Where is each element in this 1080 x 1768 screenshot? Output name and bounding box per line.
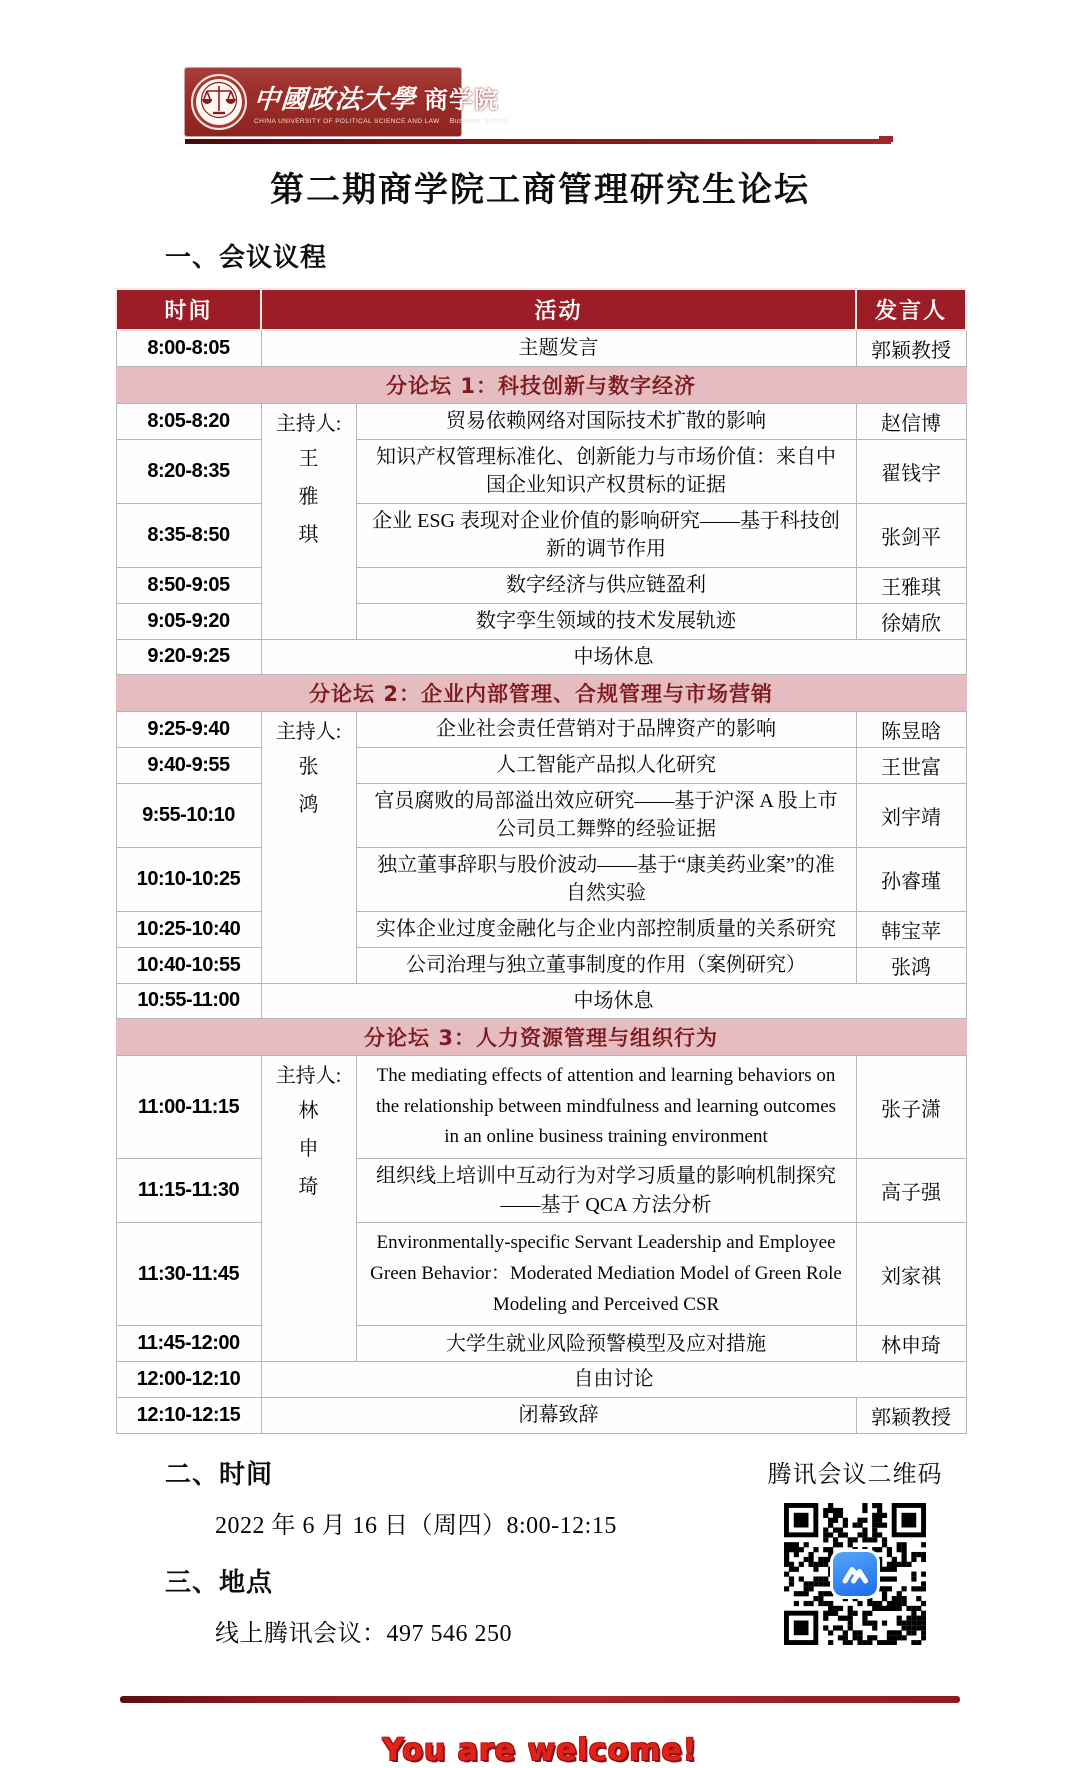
speaker-cell: 翟钱宇 xyxy=(856,440,966,504)
time-cell: 9:20-9:25 xyxy=(116,639,261,674)
time-cell: 12:00-12:10 xyxy=(116,1362,261,1397)
qr-code-label: 腾讯会议二维码 xyxy=(767,1461,943,1488)
speaker-cell: 张子潇 xyxy=(856,1055,966,1158)
speaker-cell: 刘家祺 xyxy=(856,1222,966,1325)
activity-cell: 知识产权管理标准化、创新能力与市场价值：来自中国企业知识产权贯标的证据 xyxy=(356,440,856,504)
time-value: 2022 年 6 月 16 日（周四）8:00-12:15 xyxy=(215,1512,617,1539)
header-divider-rule xyxy=(185,139,891,144)
details-area xyxy=(0,1454,1080,1670)
activity-cell: The mediating effects of attention and learning behaviors on the relationship between mindfulness and learning outcomes in an online business training environment xyxy=(356,1055,856,1158)
time-cell: 8:05-8:20 xyxy=(116,404,261,440)
time-cell: 8:35-8:50 xyxy=(116,503,261,567)
activity-cell: 企业 ESG 表现对企业价值的影响研究——基于科技创新的调节作用 xyxy=(356,503,856,567)
agenda-row xyxy=(116,947,966,983)
speaker-cell: 郭颖教授 xyxy=(856,330,966,367)
agenda-heading: 一、会议议程 xyxy=(165,243,328,273)
location-value: 线上腾讯会议：497 546 250 xyxy=(215,1620,512,1647)
welcome-message: You are welcome! xyxy=(382,1732,698,1768)
host-name-char: 琪 xyxy=(298,524,319,546)
time-cell: 8:20-8:35 xyxy=(116,440,261,504)
time-cell: 9:25-9:40 xyxy=(116,711,261,747)
agenda-row xyxy=(116,603,966,639)
column-header-speaker: 发言人 xyxy=(856,289,966,330)
agenda-row xyxy=(116,404,966,440)
activity-cell: 组织线上培训中互动行为对学习质量的影响机制探究——基于 QCA 方法分析 xyxy=(356,1159,856,1223)
activity-cell: 自由讨论 xyxy=(261,1362,966,1397)
activity-cell: 数字孪生领域的技术发展轨迹 xyxy=(356,603,856,639)
tencent-meeting-qr-code xyxy=(784,1503,926,1645)
footer-divider-rule xyxy=(120,1696,960,1703)
agenda-row xyxy=(116,330,966,367)
activity-cell: 实体企业过度金融化与企业内部控制质量的关系研究 xyxy=(356,911,856,947)
speaker-cell: 王雅琪 xyxy=(856,567,966,603)
time-cell: 9:05-9:20 xyxy=(116,603,261,639)
speaker-cell: 赵信博 xyxy=(856,404,966,440)
time-cell: 10:40-10:55 xyxy=(116,947,261,983)
speaker-cell: 陈昱晗 xyxy=(856,711,966,747)
details-left-column xyxy=(165,1454,695,1670)
time-cell: 10:10-10:25 xyxy=(116,847,261,911)
agenda-row xyxy=(116,783,966,847)
time-cell: 11:45-12:00 xyxy=(116,1326,261,1362)
host-label: 主持人: xyxy=(275,413,342,435)
speaker-cell: 林申琦 xyxy=(856,1326,966,1362)
session-section-label: 分论坛 2：企业内部管理、合规管理与市场营销 xyxy=(116,674,966,711)
agenda-row xyxy=(116,847,966,911)
speaker-cell: 张鸿 xyxy=(856,947,966,983)
activity-cell: 大学生就业风险预警模型及应对措施 xyxy=(356,1326,856,1362)
time-cell: 12:10-12:15 xyxy=(116,1397,261,1433)
column-header-activity: 活动 xyxy=(261,289,856,330)
speaker-cell: 徐婧欣 xyxy=(856,603,966,639)
host-name-char: 王 xyxy=(298,448,319,470)
agenda-row xyxy=(116,747,966,783)
agenda-table-body xyxy=(116,330,966,1433)
agenda-row xyxy=(116,1397,966,1433)
agenda-row xyxy=(116,567,966,603)
speaker-cell: 高子强 xyxy=(856,1159,966,1223)
agenda-table xyxy=(115,288,967,1434)
time-heading: 二、时间 xyxy=(165,1459,274,1490)
host-name-char: 申 xyxy=(298,1137,319,1160)
page-title: 第二期商学院工商管理研究生论坛 xyxy=(270,172,810,209)
university-name-en: CHINA UNIVERSITY OF POLITICAL SCIENCE AND LAW xyxy=(254,118,440,125)
agenda-row xyxy=(116,983,966,1018)
activity-cell: 中场休息 xyxy=(261,639,966,674)
time-cell: 11:15-11:30 xyxy=(116,1159,261,1223)
time-cell: 10:25-10:40 xyxy=(116,911,261,947)
session-section-row xyxy=(116,1018,966,1055)
activity-cell: 主题发言 xyxy=(261,330,856,367)
agenda-row xyxy=(116,1222,966,1325)
speaker-cell: 王世富 xyxy=(856,747,966,783)
host-name-char: 张 xyxy=(298,755,319,778)
activity-cell: 中场休息 xyxy=(261,983,966,1018)
activity-cell: 人工智能产品拟人化研究 xyxy=(356,747,856,783)
session-section-row xyxy=(116,367,966,404)
host-name-char: 鸿 xyxy=(298,793,319,816)
agenda-table-header-row xyxy=(116,289,966,330)
agenda-row xyxy=(116,1055,966,1158)
speaker-cell: 韩宝苹 xyxy=(856,911,966,947)
session-host-cell xyxy=(261,1055,356,1361)
speaker-cell: 孙睿瑾 xyxy=(856,847,966,911)
university-logo-banner xyxy=(185,68,508,136)
session-section-row xyxy=(116,674,966,711)
host-name-char: 林 xyxy=(298,1099,319,1122)
header-area xyxy=(185,0,891,144)
agenda-row xyxy=(116,1159,966,1223)
speaker-cell: 张剑平 xyxy=(856,503,966,567)
location-heading: 三、地点 xyxy=(165,1567,274,1598)
speaker-cell: 刘宇靖 xyxy=(856,783,966,847)
activity-cell: 闭幕致辞 xyxy=(261,1397,856,1433)
host-name-char: 琦 xyxy=(298,1175,319,1198)
scales-of-justice-icon xyxy=(199,80,239,125)
activity-cell: 数字经济与供应链盈利 xyxy=(356,567,856,603)
agenda-row xyxy=(116,711,966,747)
host-label: 主持人: xyxy=(275,1064,342,1087)
host-label: 主持人: xyxy=(275,720,342,743)
activity-cell: Environmentally-specific Servant Leadership and Employee Green Behavior：Moderated Mediation Model of Green Role Modeling and Perceived CSR xyxy=(356,1222,856,1325)
agenda-row xyxy=(116,639,966,674)
agenda-row xyxy=(116,440,966,504)
session-host-cell xyxy=(261,711,356,983)
activity-cell: 官员腐败的局部溢出效应研究——基于沪深 A 股上市公司员工舞弊的经验证据 xyxy=(356,783,856,847)
session-host-cell xyxy=(261,404,356,640)
activity-cell: 企业社会责任营销对于品牌资产的影响 xyxy=(356,711,856,747)
time-cell: 11:00-11:15 xyxy=(116,1055,261,1158)
tencent-meeting-icon xyxy=(833,1552,877,1596)
session-section-label: 分论坛 3：人力资源管理与组织行为 xyxy=(116,1018,966,1055)
activity-cell: 独立董事辞职与股价波动——基于“康美药业案”的准自然实验 xyxy=(356,847,856,911)
agenda-row xyxy=(116,911,966,947)
time-cell: 8:50-9:05 xyxy=(116,567,261,603)
agenda-row xyxy=(116,1326,966,1362)
university-emblem xyxy=(191,74,247,130)
qr-area xyxy=(735,1454,975,1670)
time-cell: 11:30-11:45 xyxy=(116,1222,261,1325)
speaker-cell: 郭颖教授 xyxy=(856,1397,966,1433)
school-name-en: Business School xyxy=(449,118,508,125)
host-name-char: 雅 xyxy=(298,486,319,508)
session-section-label: 分论坛 1：科技创新与数字经济 xyxy=(116,367,966,404)
time-cell: 9:40-9:55 xyxy=(116,747,261,783)
activity-cell: 贸易依赖网络对国际技术扩散的影响 xyxy=(356,404,856,440)
time-cell: 8:00-8:05 xyxy=(116,330,261,367)
university-name-cn: 中國政法大學 xyxy=(252,85,417,115)
agenda-row xyxy=(116,503,966,567)
time-cell: 10:55-11:00 xyxy=(116,983,261,1018)
activity-cell: 公司治理与独立董事制度的作用（案例研究） xyxy=(356,947,856,983)
logo-text-block xyxy=(252,79,508,125)
column-header-time: 时间 xyxy=(116,289,261,330)
school-name-cn: 商学院 xyxy=(424,86,500,114)
time-cell: 9:55-10:10 xyxy=(116,783,261,847)
agenda-row xyxy=(116,1362,966,1397)
